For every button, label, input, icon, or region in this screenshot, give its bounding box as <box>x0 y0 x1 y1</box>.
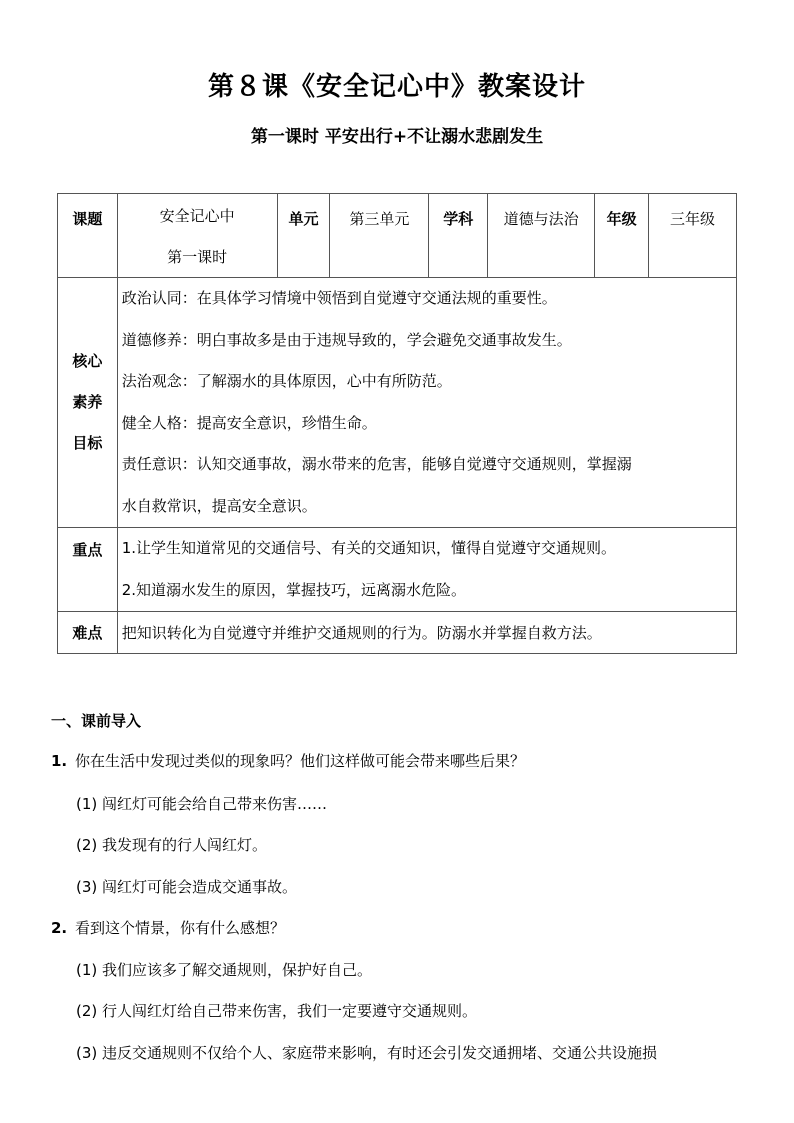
key-point-line: 1.让学生知道常见的交通信号、有关的交通知识，懂得自觉遵守交通规则。 <box>121 539 617 557</box>
question-number: 2. <box>51 919 68 937</box>
answer-line: (1) 我们应该多了解交通规则，保护好自己。 <box>76 961 373 979</box>
label-subject: 学科 <box>443 210 474 228</box>
answer-line: (2) 行人闯红灯给自己带来伤害，我们一定要遵守交通规则。 <box>76 1002 478 1020</box>
table-row-key-points <box>58 528 737 612</box>
label-key-points: 重点 <box>72 541 103 559</box>
grade-value: 三年级 <box>670 210 716 228</box>
answer-line: (1) 闯红灯可能会给自己带来伤害…… <box>76 795 328 813</box>
answer-line: (2) 我发现有的行人闯红灯。 <box>76 836 268 854</box>
label-goals-line1: 核心 <box>72 352 103 370</box>
label-grade: 年级 <box>606 210 637 228</box>
goal-line: 健全人格：提高安全意识，珍惜生命。 <box>121 413 377 432</box>
question-1 <box>51 750 525 771</box>
lesson-info-table <box>57 193 737 654</box>
label-course: 课题 <box>72 210 103 228</box>
course-period: 第一课时 <box>167 248 228 266</box>
label-unit: 单元 <box>288 210 319 228</box>
question-text: 看到这个情景，你有什么感想？ <box>75 919 286 937</box>
course-name: 安全记心中 <box>159 207 235 225</box>
goal-line: 责任意识：认知交通事故，溺水带来的危害，能够自觉遵守交通规则，掌握溺 <box>121 455 632 473</box>
difficulty-text: 把知识转化为自觉遵守并维护交通规则的行为。防溺水并掌握自救方法。 <box>121 623 602 642</box>
document-title: 第８课《安全记心中》教案设计 <box>207 72 586 102</box>
goal-line: 道德修养：明白事故多是由于违规导致的，学会避免交通事故发生。 <box>121 330 572 349</box>
course-name-cell <box>118 194 277 268</box>
goal-line: 法治观念：了解溺水的具体原因，心中有所防范。 <box>121 372 452 390</box>
subject-value: 道德与法治 <box>503 210 579 228</box>
label-goals-line2: 素养 <box>72 393 103 411</box>
question-2 <box>51 917 285 938</box>
document-subtitle: 第一课时 平安出行+不让溺水悲剧发生 <box>250 127 544 147</box>
question-text: 你在生活中发现过类似的现象吗？他们这样做可能会带来哪些后果？ <box>75 752 526 770</box>
goals-list <box>118 278 736 527</box>
label-goals <box>58 341 117 464</box>
label-difficulty: 难点 <box>72 624 103 642</box>
goal-line: 水自救常识，提高安全意识。 <box>121 496 317 515</box>
section-heading: 一、课前导入 <box>51 712 142 730</box>
answer-line: (3) 闯红灯可能会造成交通事故。 <box>76 878 298 896</box>
unit-value: 第三单元 <box>349 210 410 228</box>
key-point-line: 2.知道溺水发生的原因，掌握技巧，远离溺水危险。 <box>121 580 467 599</box>
question-number: 1. <box>51 752 68 770</box>
answer-line: (3) 违反交通规则不仅给个人、家庭带来影响，有时还会引发交通拥堵、交通公共设施损 <box>76 1044 658 1062</box>
label-goals-line3: 目标 <box>72 434 103 452</box>
goal-line: 政治认同：在具体学习情境中领悟到自觉遵守交通法规的重要性。 <box>121 289 557 307</box>
table-row-difficulty <box>58 612 737 654</box>
table-row-goals <box>58 278 737 528</box>
table-row-course <box>58 194 737 278</box>
